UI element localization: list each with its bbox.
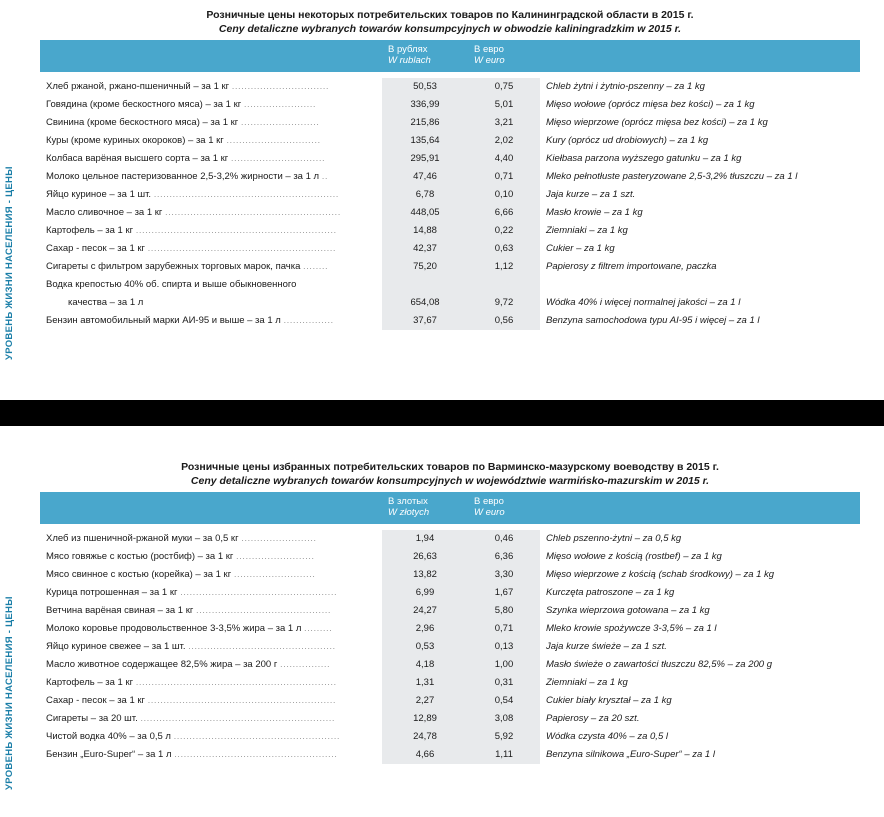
- leader-dots: ..: [321, 171, 328, 182]
- cell-good-ru: [40, 132, 382, 150]
- cell-good-ru: [40, 96, 382, 114]
- cell-value-euro: 0,13: [468, 638, 540, 656]
- good-label-ru: Ветчина варёная свиная – за 1 кг: [46, 605, 196, 616]
- price-section-warmia-masuria: [40, 460, 860, 764]
- cell-good-pl: Chleb pszenno-żytni – za 0,5 kg: [540, 530, 860, 548]
- table-row: [40, 114, 860, 132]
- leader-dots: ..................................................: [180, 587, 338, 598]
- header-currency-2: [468, 40, 540, 72]
- cell-good-ru: [40, 746, 382, 764]
- good-label-ru: Яйцо куриное – за 1 шт.: [46, 189, 154, 200]
- cell-value-local-currency: 1,94: [382, 530, 468, 548]
- cell-good-ru: [40, 240, 382, 258]
- leader-dots: ................: [279, 659, 331, 670]
- title-polish: Ceny detaliczne wybranych towarów konsumpcyjnych w obwodzie kaliningradzkim w 2015 r.: [218, 23, 682, 35]
- cell-value-local-currency: 75,20: [382, 258, 468, 276]
- header-currency-2: [468, 492, 540, 524]
- cell-good-ru: [40, 674, 382, 692]
- cell-value-local-currency: 6,99: [382, 584, 468, 602]
- cell-value-euro: 5,01: [468, 96, 540, 114]
- table-row: [40, 150, 860, 168]
- leader-dots: ..........................: [233, 569, 316, 580]
- cell-good-ru: [40, 276, 382, 294]
- cell-good-pl: Kurczęta patroszone – za 1 kg: [540, 584, 860, 602]
- header-currency-2-pl: W euro: [474, 55, 505, 66]
- cell-good-ru: [40, 692, 382, 710]
- cell-good-pl: Ziemniaki – za 1 kg: [540, 674, 860, 692]
- cell-good-ru: [40, 710, 382, 728]
- cell-good-ru: [40, 150, 382, 168]
- good-label-ru: Молоко коровье продовольственное 3-3,5% жира – за 1 л: [46, 623, 305, 634]
- table-header-row: [40, 40, 860, 72]
- leader-dots: ............................................................: [147, 695, 337, 706]
- leader-dots: .......................: [243, 99, 317, 110]
- cell-good-pl: Mięso wołowe (oprócz mięsa bez kości) – za 1 kg: [540, 96, 860, 114]
- cell-good-pl: Mleko krowie spożywcze 3-3,5% – za 1 l: [540, 620, 860, 638]
- cell-good-ru: [40, 530, 382, 548]
- cell-good-pl: Papierosy z filtrem importowane, paczka: [540, 258, 860, 276]
- good-label-ru: Хлеб ржаной, ржано-пшеничный – за 1 кг: [46, 81, 232, 92]
- cell-value-euro: 5,80: [468, 602, 540, 620]
- good-label-ru: качества – за 1 л: [68, 297, 144, 308]
- cell-value-local-currency: 1,31: [382, 674, 468, 692]
- table-row: [40, 78, 860, 96]
- cell-good-pl: Papierosy – za 20 szt.: [540, 710, 860, 728]
- side-label-text: УРОВЕНЬ ЖИЗНИ НАСЕЛЕНИЯ - ЦЕНЫ: [4, 166, 15, 360]
- cell-good-ru: [40, 638, 382, 656]
- table-row: [40, 168, 860, 186]
- cell-good-ru: [40, 312, 382, 330]
- cell-value-local-currency: 14,88: [382, 222, 468, 240]
- leader-dots: ................: [283, 315, 334, 326]
- cell-good-pl: Masło świeże o zawartości tłuszczu 82,5% – za 200 g: [540, 656, 860, 674]
- cell-good-pl: Mleko pełnotłuste pasteryzowane 2,5-3,2% tłuszczu – za 1 l: [540, 168, 860, 186]
- cell-good-ru: [40, 204, 382, 222]
- cell-good-pl: Cukier – za 1 kg: [540, 240, 860, 258]
- good-label-ru: Колбаса варёная высшего сорта – за 1 кг: [46, 153, 231, 164]
- leader-dots: ...........................................................: [153, 189, 339, 200]
- table-row: [40, 276, 860, 294]
- good-label-ru: Чистой водка 40% – за 0,5 л: [46, 731, 174, 742]
- leader-dots: ............................................................: [147, 243, 337, 254]
- cell-value-local-currency: 2,96: [382, 620, 468, 638]
- good-label-ru: Говядина (кроме бескостного мяса) – за 1 кг: [46, 99, 244, 110]
- cell-good-pl: Ziemniaki – za 1 kg: [540, 222, 860, 240]
- table-row: [40, 240, 860, 258]
- good-label-ru: Мясо свинное с костью (корейка) – за 1 кг: [46, 569, 234, 580]
- cell-value-local-currency: 37,67: [382, 312, 468, 330]
- good-label-ru: Хлеб из пшеничной-ржаной муки – за 0,5 кг: [46, 533, 242, 544]
- good-label-ru: Бензин автомобильный марки АИ-95 и выше – за 1 л: [46, 315, 284, 326]
- header-currency-1-pl: W rublach: [388, 55, 431, 66]
- header-currency-1: [382, 492, 468, 524]
- table-row: [40, 746, 860, 764]
- cell-value-local-currency: 42,37: [382, 240, 468, 258]
- cell-value-local-currency: 135,64: [382, 132, 468, 150]
- table-row: [40, 312, 860, 330]
- header-goods-pl: [540, 492, 860, 524]
- cell-good-pl: Jaja kurze – za 1 szt.: [540, 186, 860, 204]
- cell-good-ru: [40, 294, 382, 312]
- cell-good-pl: Mięso wołowe z kością (rostbef) – za 1 kg: [540, 548, 860, 566]
- cell-value-euro: 2,02: [468, 132, 540, 150]
- cell-good-ru: [40, 548, 382, 566]
- cell-value-local-currency: 47,46: [382, 168, 468, 186]
- cell-value-euro: 0,10: [468, 186, 540, 204]
- header-goods-ru: [40, 40, 382, 72]
- good-label-ru: Молоко цельное пастеризованное 2,5-3,2% жирности – за 1 л: [46, 171, 322, 182]
- table-row: [40, 548, 860, 566]
- cell-value-local-currency: 448,05: [382, 204, 468, 222]
- cell-value-local-currency: 13,82: [382, 566, 468, 584]
- good-label-ru: Сигареты с фильтром зарубежных торговых марок, пачка: [46, 261, 304, 272]
- header-currency-1-ru: В рублях: [388, 44, 428, 55]
- table-row: [40, 656, 860, 674]
- cell-value-local-currency: 26,63: [382, 548, 468, 566]
- leader-dots: ...............................: [231, 81, 330, 92]
- good-label-ru: Сигареты – за 20 шт.: [46, 713, 141, 724]
- cell-value-local-currency: 0,53: [382, 638, 468, 656]
- table-row: [40, 602, 860, 620]
- good-label-ru: Бензин „Euro-Super“ – за 1 л: [46, 749, 175, 760]
- leader-dots: ....................................................: [174, 749, 338, 760]
- good-label-ru: Курица потрошенная – за 1 кг: [46, 587, 181, 598]
- leader-dots: ..............................: [230, 153, 326, 164]
- section-titles: [40, 8, 860, 36]
- leader-dots: ................................................................: [135, 225, 337, 236]
- header-currency-1-ru: В злотых: [388, 496, 428, 507]
- table-row: [40, 638, 860, 656]
- leader-dots: ...........................................: [196, 605, 331, 616]
- cell-good-ru: [40, 186, 382, 204]
- cell-value-euro: 1,11: [468, 746, 540, 764]
- good-label-ru: Картофель – за 1 кг: [46, 225, 136, 236]
- table-row: [40, 258, 860, 276]
- cell-value-local-currency: 336,99: [382, 96, 468, 114]
- cell-good-pl: Wódka czysta 40% – za 0,5 l: [540, 728, 860, 746]
- side-label-text: УРОВЕНЬ ЖИЗНИ НАСЕЛЕНИЯ - ЦЕНЫ: [4, 596, 15, 790]
- title-russian: Розничные цены некоторых потребительских товаров по Калининградской области в 2015 г.: [206, 9, 694, 21]
- good-label-ru: Масло сливочное – за 1 кг: [46, 207, 166, 218]
- cell-value-euro: 0,56: [468, 312, 540, 330]
- good-label-ru: Масло животное содержащее 82,5% жира – за 200 г: [46, 659, 280, 670]
- table-body: [40, 72, 860, 330]
- cell-good-pl: Masło krowie – za 1 kg: [540, 204, 860, 222]
- price-section-kaliningrad: [40, 8, 860, 330]
- leader-dots: .....................................................: [173, 731, 340, 742]
- cell-good-ru: [40, 584, 382, 602]
- cell-value-euro: 0,54: [468, 692, 540, 710]
- cell-value-local-currency: 215,86: [382, 114, 468, 132]
- leader-dots: ........................................................: [165, 207, 341, 218]
- leader-dots: .........: [304, 623, 333, 634]
- table-row: [40, 222, 860, 240]
- cell-good-pl: Mięso wieprzowe z kością (schab środkowy) – za 1 kg: [540, 566, 860, 584]
- cell-good-pl: Kiełbasa parzona wyższego gatunku – za 1 kg: [540, 150, 860, 168]
- cell-good-pl: Mięso wieprzowe (oprócz mięsa bez kości) – za 1 kg: [540, 114, 860, 132]
- good-label-ru: Картофель – за 1 кг: [46, 677, 136, 688]
- cell-good-pl: Chleb żytni i żytnio-pszenny – za 1 kg: [540, 78, 860, 96]
- cell-value-euro: 0,31: [468, 674, 540, 692]
- header-currency-1: [382, 40, 468, 72]
- table-row: [40, 710, 860, 728]
- table-row: [40, 674, 860, 692]
- cell-good-ru: [40, 168, 382, 186]
- leader-dots: ........: [303, 261, 329, 272]
- cell-good-pl: Jaja kurze świeże – za 1 szt.: [540, 638, 860, 656]
- cell-good-ru: [40, 258, 382, 276]
- title-russian: Розничные цены избранных потребительских товаров по Варминско-мазурскому воеводству в 2015 г.: [181, 461, 719, 473]
- leader-dots: ..............................: [226, 135, 321, 146]
- cell-value-local-currency: 24,78: [382, 728, 468, 746]
- cell-value-local-currency: 2,27: [382, 692, 468, 710]
- good-label-ru: Сахар - песок – за 1 кг: [46, 695, 148, 706]
- table-body: [40, 524, 860, 764]
- table-row: [40, 584, 860, 602]
- header-currency-2-ru: В евро: [474, 44, 504, 55]
- cell-value-euro: 0,63: [468, 240, 540, 258]
- good-label-ru: Мясо говяжье с костью (ростбиф) – за 1 кг: [46, 551, 237, 562]
- cell-value-euro: 5,92: [468, 728, 540, 746]
- cell-good-pl: Cukier biały kryształ – za 1 kg: [540, 692, 860, 710]
- table-header-row: [40, 492, 860, 524]
- cell-good-pl: Benzyna silnikowa „Euro-Super“ – za 1 l: [540, 746, 860, 764]
- header-currency-2-ru: В евро: [474, 496, 504, 507]
- header-currency-2-pl: W euro: [474, 507, 505, 518]
- cell-good-ru: [40, 222, 382, 240]
- cell-value-local-currency: 12,89: [382, 710, 468, 728]
- cell-good-ru: [40, 656, 382, 674]
- cell-good-pl: Kury (oprócz ud drobiowych) – za 1 kg: [540, 132, 860, 150]
- cell-good-pl: Benzyna samochodowa typu AI-95 i więcej – za 1 l: [540, 312, 860, 330]
- cell-value-local-currency: 4,18: [382, 656, 468, 674]
- leader-dots: ........................: [241, 533, 317, 544]
- price-table-kaliningrad: [40, 40, 860, 330]
- good-label-ru: Куры (кроме куриных окороков) – за 1 кг: [46, 135, 227, 146]
- cell-good-pl: [540, 276, 860, 294]
- title-polish: Ceny detaliczne wybranych towarów konsumpcyjnych w województwie warmińsko-mazurskim w 2015 r.: [190, 475, 710, 487]
- cell-value-euro: 4,40: [468, 150, 540, 168]
- table-row: [40, 566, 860, 584]
- leader-dots: ..............................................................: [140, 713, 336, 724]
- cell-good-ru: [40, 620, 382, 638]
- cell-good-ru: [40, 114, 382, 132]
- good-label-ru: Яйцо куриное свежее – за 1 шт.: [46, 641, 189, 652]
- cell-value-euro: [468, 276, 540, 294]
- leader-dots: .........................: [236, 551, 315, 562]
- cell-good-ru: [40, 78, 382, 96]
- leader-dots: .........................: [240, 117, 320, 128]
- side-label-section-2: [4, 596, 15, 790]
- cell-good-ru: [40, 566, 382, 584]
- table-row: [40, 204, 860, 222]
- cell-value-euro: 1,00: [468, 656, 540, 674]
- cell-good-pl: Wódka 40% i więcej normalnej jakości – za 1 l: [540, 294, 860, 312]
- cell-value-euro: 0,22: [468, 222, 540, 240]
- cell-value-euro: 1,12: [468, 258, 540, 276]
- cell-value-euro: 3,21: [468, 114, 540, 132]
- cell-good-ru: [40, 602, 382, 620]
- cell-value-euro: 3,08: [468, 710, 540, 728]
- cell-value-euro: 0,71: [468, 168, 540, 186]
- cell-value-euro: 6,66: [468, 204, 540, 222]
- cell-value-local-currency: 50,53: [382, 78, 468, 96]
- cell-value-local-currency: 4,66: [382, 746, 468, 764]
- leader-dots: ...............................................: [188, 641, 336, 652]
- cell-value-euro: 3,30: [468, 566, 540, 584]
- cell-value-euro: 9,72: [468, 294, 540, 312]
- table-row: [40, 96, 860, 114]
- cell-value-euro: 1,67: [468, 584, 540, 602]
- header-currency-1-pl: W złotych: [388, 507, 430, 518]
- cell-value-local-currency: 295,91: [382, 150, 468, 168]
- header-goods-ru: [40, 492, 382, 524]
- section-divider: [0, 400, 884, 426]
- cell-value-euro: 6,36: [468, 548, 540, 566]
- table-row: [40, 728, 860, 746]
- good-label-ru: Водка крепостью 40% об. спирта и выше обыкновенного: [46, 279, 297, 290]
- cell-value-local-currency: 654,08: [382, 294, 468, 312]
- cell-good-pl: Szynka wieprzowa gotowana – za 1 kg: [540, 602, 860, 620]
- price-table-warmia-masuria: [40, 492, 860, 764]
- cell-value-local-currency: 6,78: [382, 186, 468, 204]
- table-row: [40, 186, 860, 204]
- table-row: [40, 530, 860, 548]
- cell-good-ru: [40, 728, 382, 746]
- good-label-ru: Сахар - песок – за 1 кг: [46, 243, 148, 254]
- table-row: [40, 620, 860, 638]
- table-row: [40, 132, 860, 150]
- leader-dots: ................................................................: [135, 677, 337, 688]
- section-titles: [40, 460, 860, 488]
- cell-value-local-currency: [382, 276, 468, 294]
- table-row: [40, 692, 860, 710]
- cell-value-local-currency: 24,27: [382, 602, 468, 620]
- side-label-section-1: [4, 166, 15, 360]
- table-row: [40, 294, 860, 312]
- cell-value-euro: 0,75: [468, 78, 540, 96]
- cell-value-euro: 0,46: [468, 530, 540, 548]
- header-goods-pl: [540, 40, 860, 72]
- good-label-ru: Свинина (кроме бескостного мяса) – за 1 кг: [46, 117, 241, 128]
- cell-value-euro: 0,71: [468, 620, 540, 638]
